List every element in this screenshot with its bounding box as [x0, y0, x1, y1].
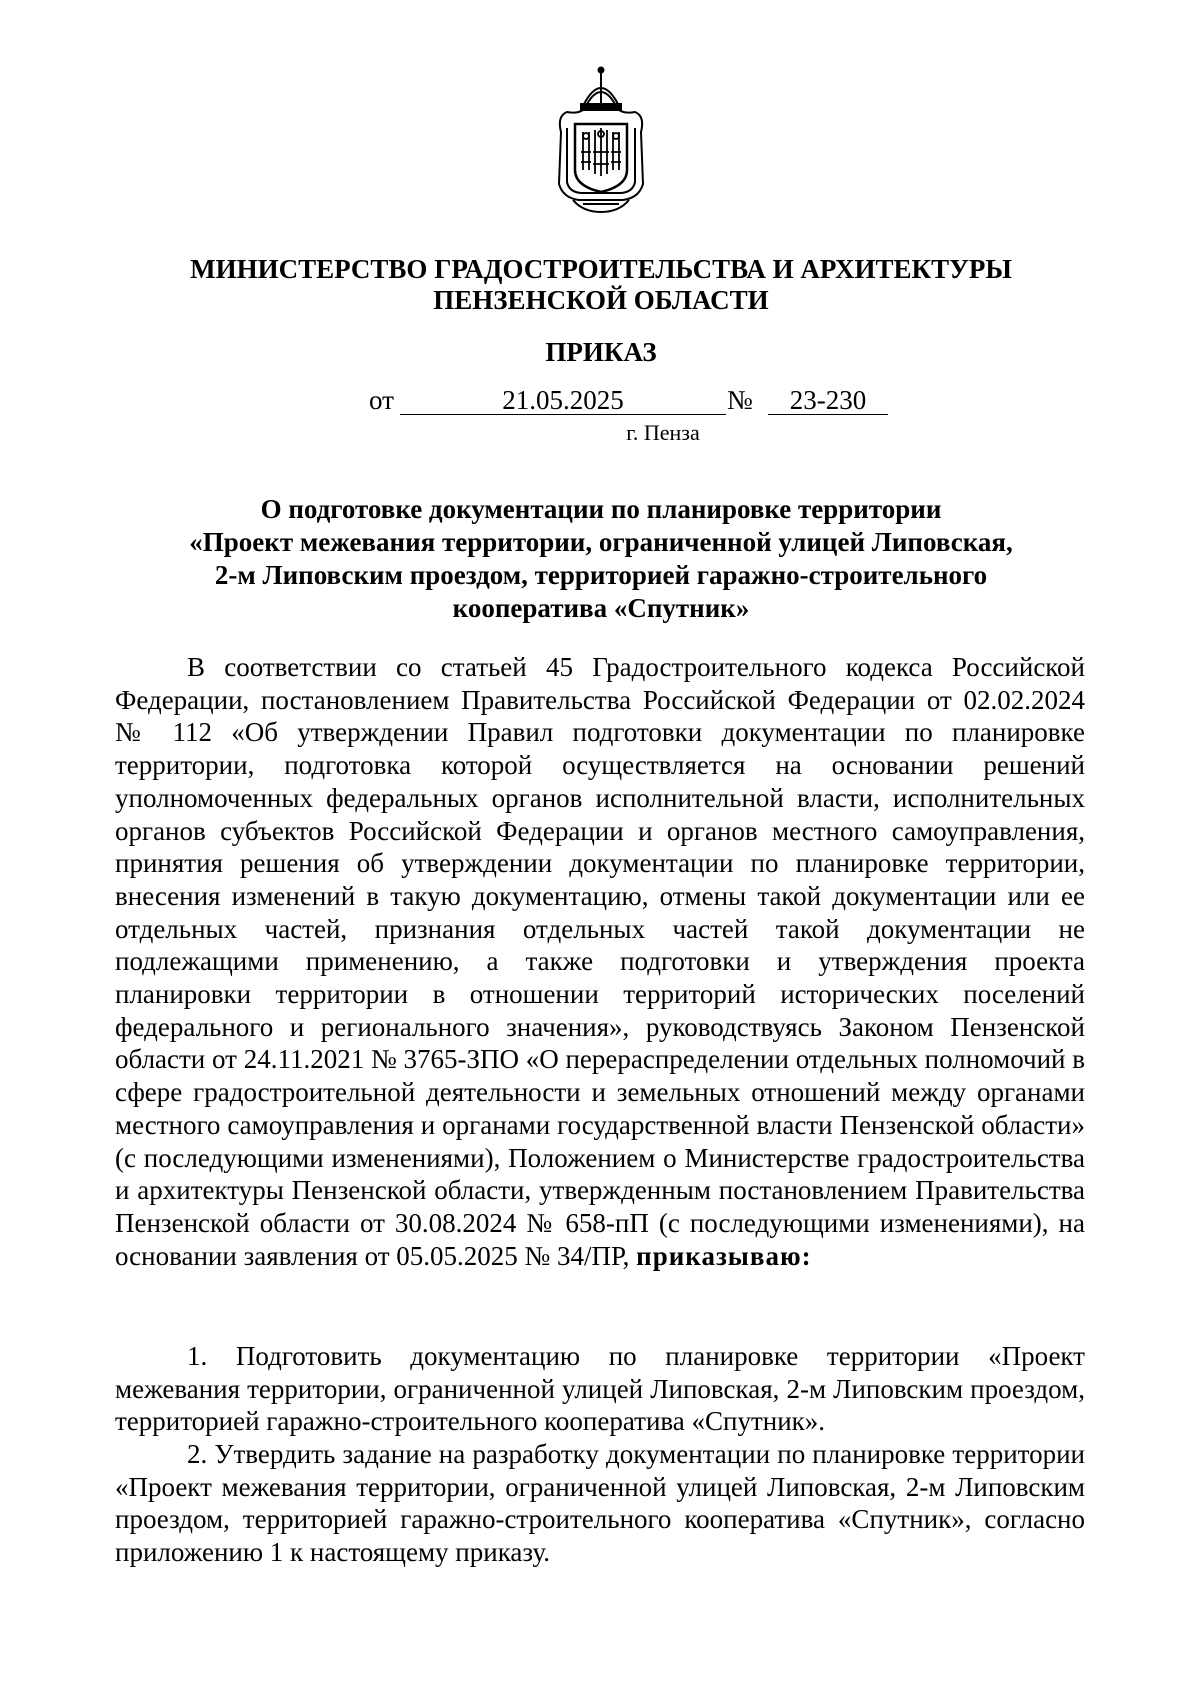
order-word: приказываю:	[636, 1240, 812, 1271]
subject-line: кооператива «Спутник»	[452, 593, 750, 623]
ministry-name	[120, 254, 1082, 316]
order-item-1: 1. Подготовить документацию по планировке территории «Проект межевания территории, ограниченной улицей Липовская, 2-м Липовским проездом, территорией гаражно-строительного кооператива «Спутник».	[115, 1341, 1085, 1437]
order-item-2: 2. Утвердить задание на разработку документации по планировке территории «Проект межевания территории, ограниченной улицей Липовская, 2-м Липовским проездом, территорией гаражно-строительного кооператива «Спутник», согласно приложению 1 к настоящему приказу.	[115, 1439, 1085, 1568]
order-subject	[120, 493, 1082, 625]
order-title: ПРИКАЗ	[545, 337, 657, 367]
ministry-name-line2: ПЕНЗЕНСКОЙ ОБЛАСТИ	[433, 285, 769, 315]
date-number-line	[369, 385, 889, 415]
coat-of-arms-emblem	[553, 66, 649, 216]
preamble-text: В соответствии со статьей 45 Градостроительного кодекса Российской Федерации, постановлением Правительства Российской Федерации от 02.02.2024 № 112 «Об утверждении Правил подготовки документации по планировке территории, подготовка которой осуществляется на основании решений уполномоченных федеральных органов исполнительной власти, исполнительных органов субъектов Российской Федерации и органов местного самоуправления, принятия решения об утверждении документации по планировке территории, внесения изменений в такую документацию, отмены такой документации или ее отдельных частей, признания отдельных частей такой документации не подлежащими применению, а также подготовки и утверждения проекта планировки территории в отношении территорий исторических поселений федерального и регионального значения», руководствуясь Законом Пензенской области от 24.11.2021 № 3765-ЗПО «О перераспределении отдельных полномочий в сфере градостроительной деятельности и земельных отношений между органами местного самоуправления и органами государственной власти Пензенской области» (с последующими изменениями), Положением о Министерстве градостроительства и архитектуры Пензенской области, утвержденным постановлением Правительства Пензенской области от 30.08.2024 № 658-пП (с последующими изменениями), на основании заявления от 05.05.2025 № 34/ПР,	[115, 652, 1086, 1271]
subject-line: «Проект межевания территории, ограниченной улицей Липовская,	[189, 527, 1013, 557]
subject-line: О подготовке документации по планировке территории	[260, 494, 942, 524]
ministry-name-line1: МИНИСТЕРСТВО ГРАДОСТРОИТЕЛЬСТВА И АРХИТЕКТУРЫ	[190, 254, 1012, 284]
preamble-paragraph	[115, 651, 1085, 1272]
order-date: 21.05.2025	[400, 385, 726, 415]
city-name: г. Пенза	[626, 420, 700, 445]
date-prefix: от	[369, 385, 394, 415]
number-prefix: №	[727, 385, 753, 415]
order-number: 23-230	[768, 385, 888, 415]
subject-line: 2-м Липовским проездом, территорией гаражно-строительного	[214, 560, 988, 590]
